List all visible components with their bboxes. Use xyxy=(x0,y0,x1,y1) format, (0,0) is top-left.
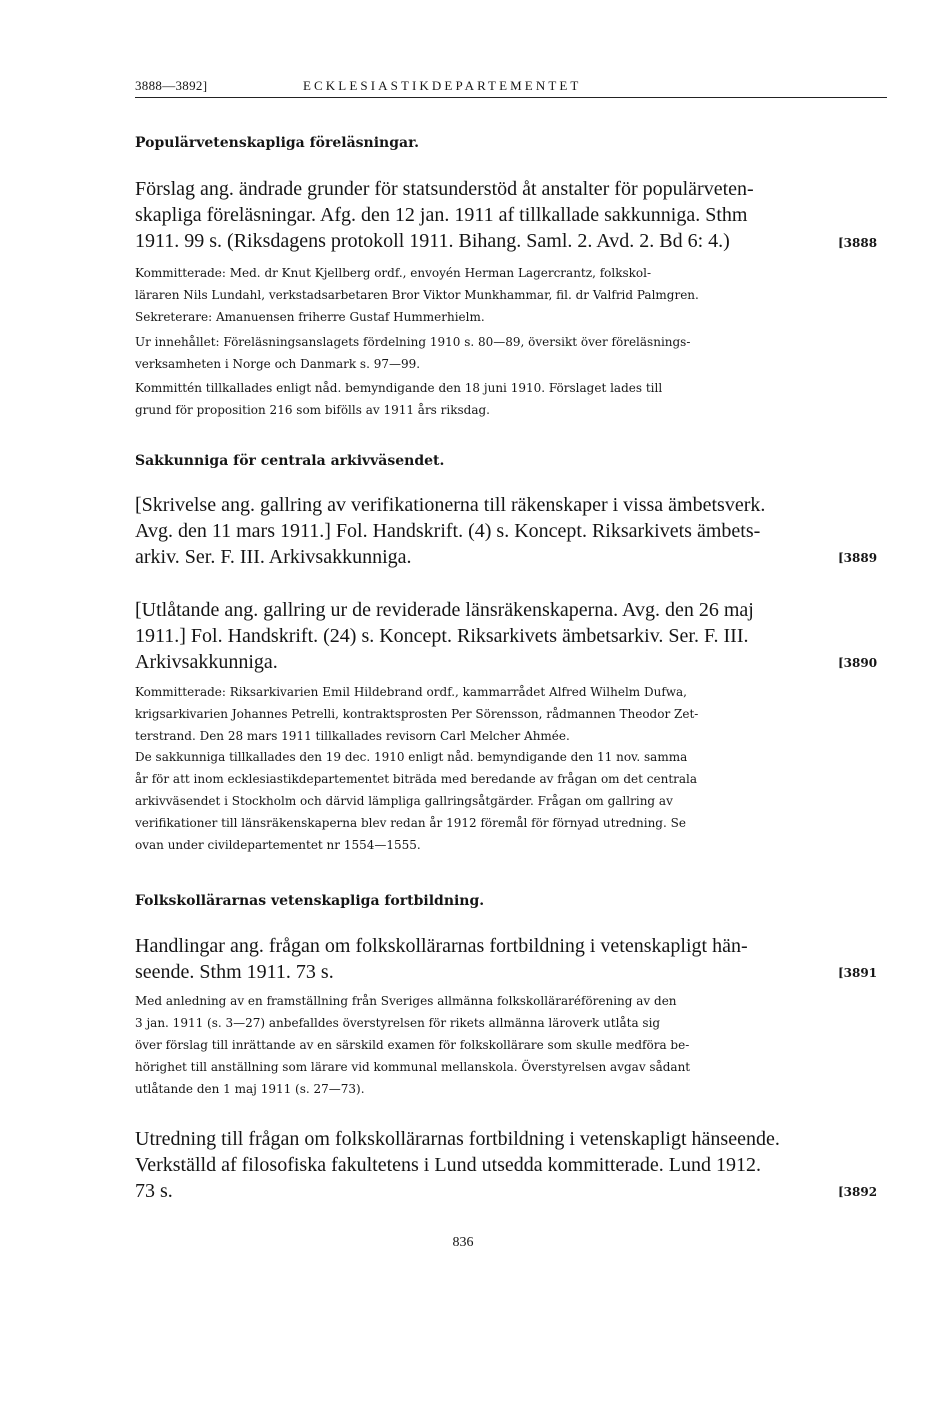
entry-number: [3892 xyxy=(838,1185,878,1199)
department-title: ECKLESIASTIKDEPARTEMENTET xyxy=(303,78,582,93)
note-paragraph xyxy=(135,681,698,747)
running-header xyxy=(135,75,887,98)
note-line: arkivväsendet i Stockholm och därvid lämpliga gallringsåtgärder. Frågan om gallring av xyxy=(135,794,673,808)
entry-number: [3891 xyxy=(838,966,878,980)
note-line: över förslag till inrättande av en särskild examen för folkskollärare som skulle medföra be- xyxy=(135,1038,690,1052)
section-heading: Sakkunniga för centrala arkivväsendet. xyxy=(135,453,445,469)
bibliographic-entry xyxy=(135,492,765,570)
note-line: Kommittén tillkallades enligt nåd. bemyndigande den 18 juni 1910. Förslaget lades till xyxy=(135,381,663,395)
entry-number: [3889 xyxy=(838,551,878,565)
entry-number: [3888 xyxy=(838,236,878,250)
bibliographic-entry xyxy=(135,1126,780,1204)
note-line: Kommitterade: Med. dr Knut Kjellberg ordf., envoyén Herman Lagercrantz, folkskol- xyxy=(135,266,652,280)
note-line: år för att inom ecklesiastikdepartementet biträda med beredande av frågan om det centrala xyxy=(135,772,698,786)
entry-line: 73 s. xyxy=(135,1180,173,1202)
note-line: ovan under civildepartementet nr 1554—1555. xyxy=(135,838,421,852)
entry-line: seende. Sthm 1911. 73 s. xyxy=(135,961,334,983)
note-paragraph xyxy=(135,990,690,1100)
note-line: krigsarkivarien Johannes Petrelli, kontraktsprosten Per Sörensson, rådmannen Theodor Zet- xyxy=(135,707,699,721)
page-number: 836 xyxy=(452,1235,474,1250)
note-line: läraren Nils Lundahl, verkstadsarbetaren Bror Viktor Munkhammar, fil. dr Valfrid Palmgren. xyxy=(135,288,699,302)
note-line: 3 jan. 1911 (s. 3—27) anbefalldes överstyrelsen för rikets allmänna läroverk utlåta sig xyxy=(135,1016,661,1030)
entry-line: arkiv. Ser. F. III. Arkivsakkunniga. xyxy=(135,546,412,568)
entry-range: 3888—3892] xyxy=(135,78,208,93)
entry-line: Arkivsakkunniga. xyxy=(135,651,278,673)
note-line: Ur innehållet: Föreläsningsanslagets fördelning 1910 s. 80—89, översikt över föreläsnings- xyxy=(135,335,691,349)
note-line: Sekreterare: Amanuensen friherre Gustaf Hummerhielm. xyxy=(135,310,485,324)
note-line: Kommitterade: Riksarkivarien Emil Hildebrand ordf., kammarrådet Alfred Wilhelm Dufwa, xyxy=(135,685,687,699)
note-line: grund för proposition 216 som bifölls av 1911 års riksdag. xyxy=(135,403,490,417)
note-line: utlåtande den 1 maj 1911 (s. 27—73). xyxy=(135,1082,365,1096)
section-heading: Folkskollärarnas vetenskapliga fortbildning. xyxy=(135,893,485,909)
note-line: Med anledning av en framställning från Sveriges allmänna folkskolläraréförening av den xyxy=(135,994,677,1008)
entry-line: Utredning till frågan om folkskollärarnas fortbildning i vetenskapligt hänseende. xyxy=(135,1128,780,1150)
entry-line: Verkställd af filosofiska fakultetens i Lund utsedda kommitterade. Lund 1912. xyxy=(135,1154,761,1176)
entry-line: 1911.] Fol. Handskrift. (24) s. Koncept. Riksarkivets ämbetsarkiv. Ser. F. III. xyxy=(135,625,749,647)
entry-number: [3890 xyxy=(838,656,878,670)
entry-line: skapliga föreläsningar. Afg. den 12 jan. 1911 af tillkallade sakkunniga. Sthm xyxy=(135,204,748,226)
note-line: verifikationer till länsräkenskaperna blev redan år 1912 föremål för förnyad utredning. Se xyxy=(135,816,686,830)
entry-line: [Utlåtande ang. gallring ur de reviderade länsräkenskaperna. Avg. den 26 maj xyxy=(135,599,754,621)
note-line: verksamheten i Norge och Danmark s. 97—99. xyxy=(135,357,421,371)
section-heading: Populärvetenskapliga föreläsningar. xyxy=(135,135,420,151)
entry-line: [Skrivelse ang. gallring av verifikationerna till räkenskaper i vissa ämbetsverk. xyxy=(135,494,766,516)
entry-line: Avg. den 11 mars 1911.] Fol. Handskrift. (4) s. Koncept. Riksarkivets ämbets- xyxy=(135,520,761,542)
bibliographic-entry xyxy=(135,176,754,254)
note-paragraph xyxy=(135,262,699,328)
bibliographic-entry xyxy=(135,933,748,985)
note-line: De sakkunniga tillkallades den 19 dec. 1910 enligt nåd. bemyndigande den 11 nov. samma xyxy=(135,750,688,764)
note-paragraph xyxy=(135,377,662,421)
note-paragraph xyxy=(135,331,690,375)
entry-line: Förslag ang. ändrade grunder för statsunderstöd åt anstalter för populärveten- xyxy=(135,178,754,200)
note-line: hörighet till anställning som lärare vid kommunal mellanskola. Överstyrelsen avgav sådant xyxy=(135,1060,691,1074)
note-line: terstrand. Den 28 mars 1911 tillkallades revisorn Carl Melcher Ahmée. xyxy=(135,729,570,743)
bibliographic-entry xyxy=(135,597,754,675)
note-paragraph xyxy=(135,746,697,856)
entry-line: 1911. 99 s. (Riksdagens protokoll 1911. Bihang. Saml. 2. Avd. 2. Bd 6: 4.) xyxy=(135,230,730,252)
entry-line: Handlingar ang. frågan om folkskollärarnas fortbildning i vetenskapligt hän- xyxy=(135,935,748,957)
